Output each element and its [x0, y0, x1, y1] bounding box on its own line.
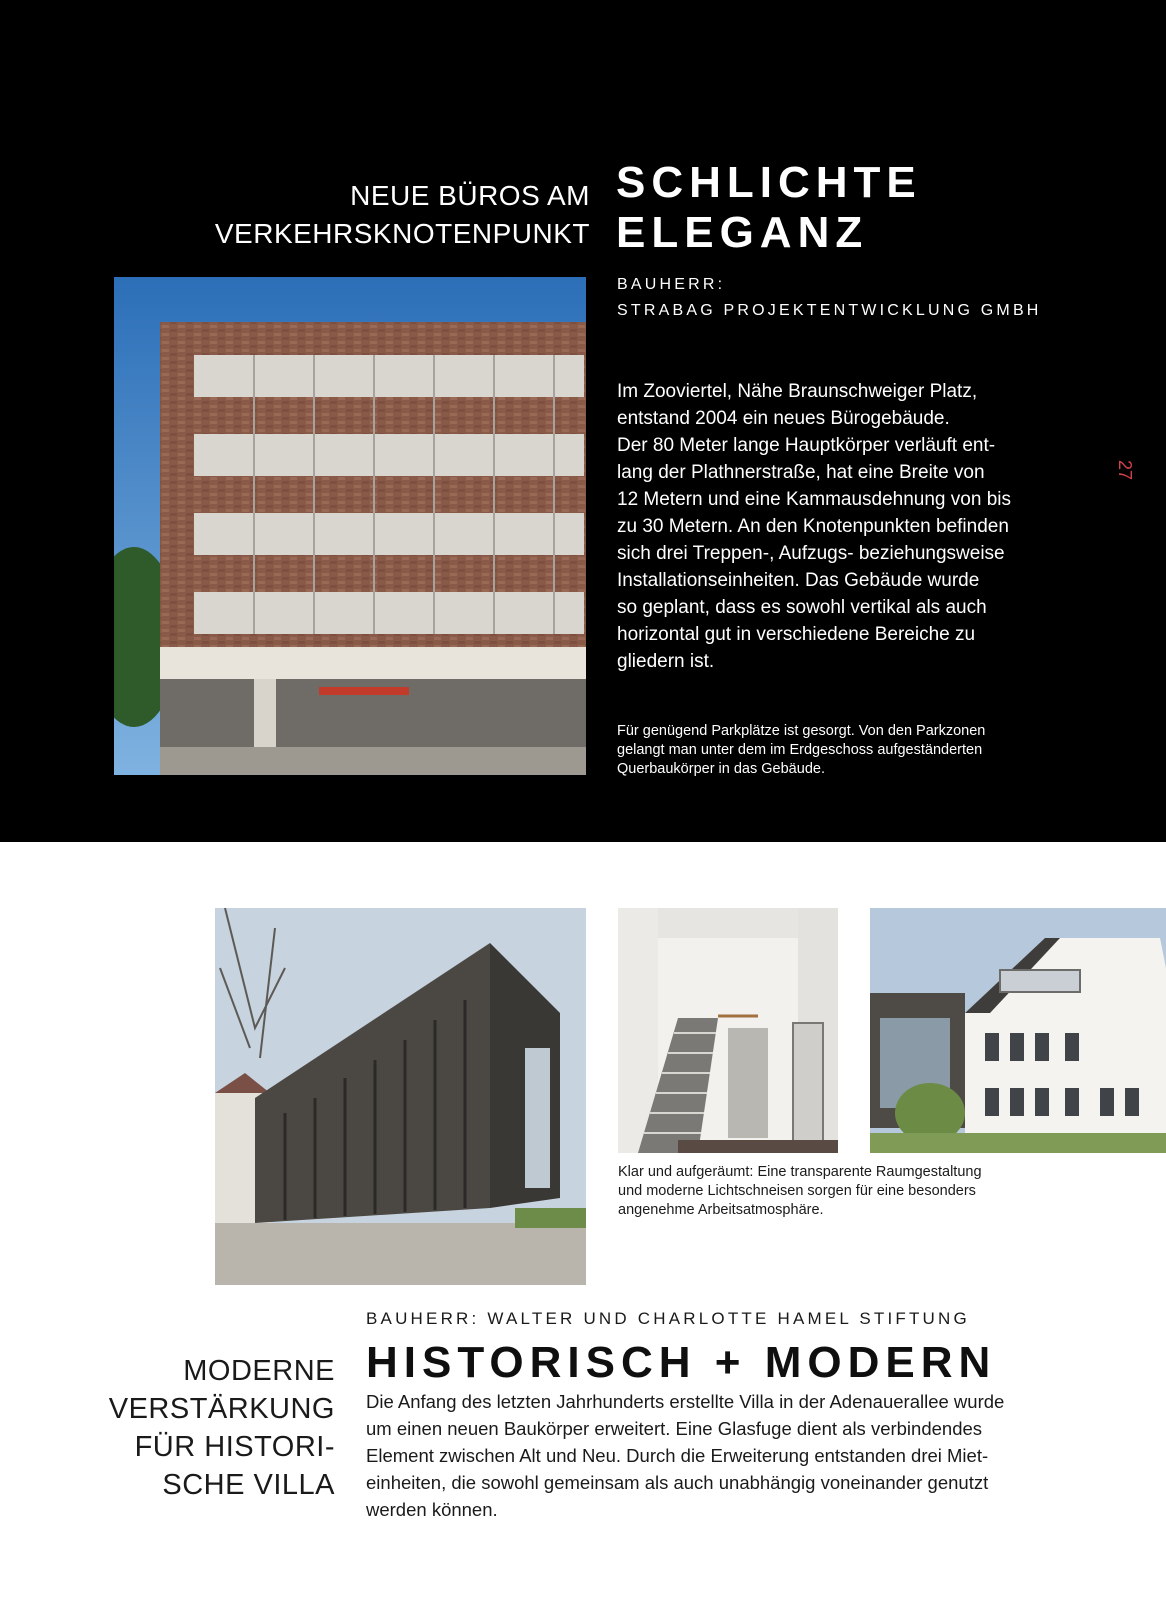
project2-body [366, 1388, 1106, 1523]
project1-body-line: Der 80 Meter lange Hauptkörper verläuft ent- [617, 435, 996, 456]
project1-caption-line: Für genügend Parkplätze ist gesorgt. Von den Parkzonen [617, 723, 986, 739]
page-number: 27 [1115, 459, 1135, 481]
project1-body-line: horizontal gut in verschiedene Bereiche zu [617, 624, 976, 645]
project1-body-line: Im Zooviertel, Nähe Braunschweiger Platz, [617, 381, 978, 402]
office-building-photo [114, 277, 586, 775]
staircase-interior-photo [618, 908, 838, 1153]
project1-body-line: zu 30 Metern. An den Knotenpunkten befinden [617, 516, 1009, 537]
project2-body-line: Element zwischen Alt und Neu. Durch die Erweiterung entstanden drei Miet- [366, 1445, 989, 1466]
project2-subheadline-line: FÜR HISTORI- [134, 1431, 335, 1463]
project2-subheadline [60, 1352, 335, 1504]
project1-caption-line: Querbaukörper in das Gebäude. [617, 761, 825, 777]
project1-subheadline-line: VERKEHRSKNOTENPUNKT [214, 218, 590, 249]
project2-body-line: Die Anfang des letzten Jahrhunderts erstellte Villa in der Adenauerallee wurde [366, 1391, 1005, 1412]
historic-villa-photo [870, 908, 1166, 1153]
modern-extension-photo [215, 908, 586, 1285]
project1-title [616, 158, 1116, 258]
project1-body-line: so geplant, dass es sowohl vertikal als auch [617, 597, 987, 618]
project1-body [617, 378, 1087, 675]
project1-caption-line: gelangt man unter dem im Erdgeschoss aufgeständerten [617, 742, 983, 758]
project1-title-line: SCHLICHTE [616, 158, 922, 207]
project2-body-line: einheiten, die sowohl gemeinsam als auch unabhängig voneinander genutzt [366, 1472, 989, 1493]
project1-body-line: 12 Metern und eine Kammausdehnung von bis [617, 489, 1011, 510]
project1-caption [617, 722, 1087, 779]
project1-client [617, 272, 1157, 324]
project2-caption-line: und moderne Lichtschneisen sorgen für eine besonders [618, 1183, 976, 1199]
project2-body-line: werden können. [366, 1499, 498, 1520]
project1-subheadline [150, 177, 590, 253]
project2-subheadline-line: VERSTÄRKUNG [108, 1393, 335, 1425]
project2-caption-line: angenehme Arbeitsatmosphäre. [618, 1202, 824, 1218]
project1-body-line: sich drei Treppen-, Aufzugs- beziehungsweise [617, 543, 1005, 564]
project1-body-line: entstand 2004 ein neues Bürogebäude. [617, 408, 950, 429]
project2-subheadline-line: SCHE VILLA [162, 1469, 335, 1501]
project1-client-line: BAUHERR: [617, 276, 726, 293]
project1-title-line: ELEGANZ [616, 208, 869, 257]
project1-body-line: Installationseinheiten. Das Gebäude wurde [617, 570, 980, 591]
project1-body-line: lang der Plathnerstraße, hat eine Breite von [617, 462, 985, 483]
project2-title: HISTORISCH + MODERN [366, 1338, 997, 1387]
project2-client: BAUHERR: WALTER UND CHARLOTTE HAMEL STIFTUNG [366, 1309, 970, 1328]
project2-caption-line: Klar und aufgeräumt: Eine transparente Raumgestaltung [618, 1164, 982, 1180]
project1-body-line: gliedern ist. [617, 651, 715, 672]
project2-subheadline-line: MODERNE [183, 1355, 335, 1387]
project1-subheadline-line: NEUE BÜROS AM [350, 180, 590, 211]
project1-client-line: STRABAG PROJEKTENTWICKLUNG GMBH [617, 302, 1042, 319]
project2-caption [618, 1163, 1088, 1220]
project2-body-line: um einen neuen Baukörper erweitert. Eine Glasfuge dient als verbindendes [366, 1418, 983, 1439]
